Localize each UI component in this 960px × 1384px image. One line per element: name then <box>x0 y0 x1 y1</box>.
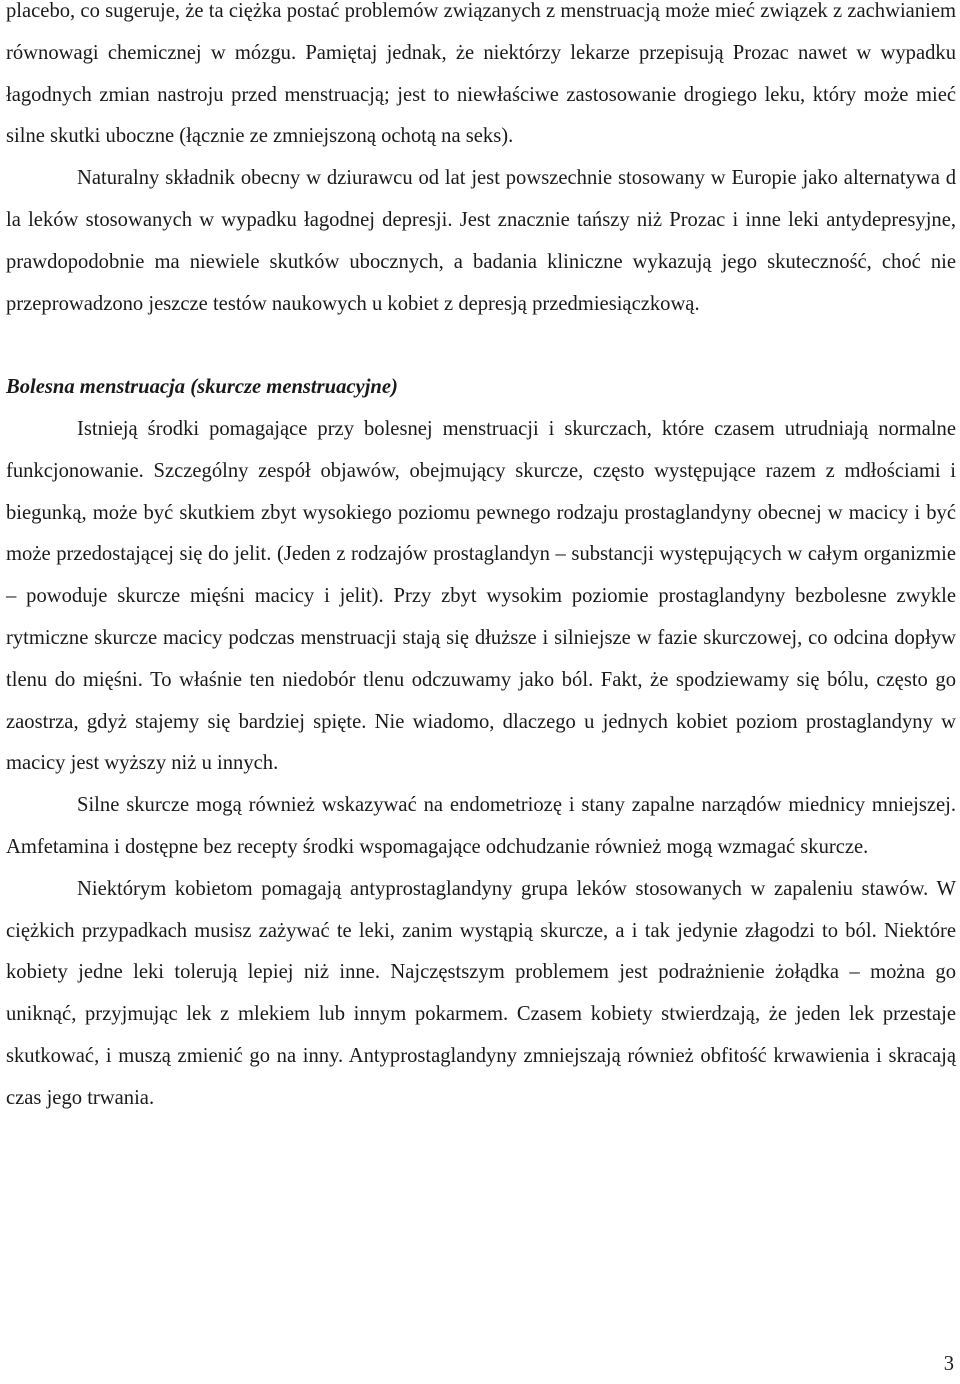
section-heading: Bolesna menstruacja (skurcze menstruacyjne) <box>6 376 398 399</box>
paragraph: Silne skurcze mogą również wskazywać na endometriozę i stany zapalne narządów miednicy mniejszej. Amfetamina i dostępne bez recepty środki wspomagające odchudzanie również mogą wzmagać skurcze. <box>6 794 956 858</box>
paragraph: Niektórym kobietom pomagają antyprostaglandyny grupa leków stosowanych w zapaleniu stawów. W ciężkich przypadkach musisz zażywać te leki, zanim wystąpią skurcze, a i tak jedynie złagodzi to ból. Niektóre kobiety jedne leki tolerują lepiej niż inne. Najczęstszym problemem jest podrażnienie żołądka – można go uniknąć, przyjmując lek z mlekiem lub innym pokarmem. Czasem kobiety stwierdzają, że jeden lek przestaje skutkować, i muszą zmienić go na inny. Antyprostaglandyny zmniejszają również obfitość krwawienia i skracają czas jego trwania. <box>6 877 956 1109</box>
document-page <box>6 0 956 1120</box>
page-number: 3 <box>943 1353 954 1375</box>
paragraph: Naturalny składnik obecny w dziurawcu od lat jest powszechnie stosowany w Europie jako alternatywa d la leków stosowanych w wypadku łagodnej depresji. Jest znacznie tańszy niż Prozac i inne leki antydepresyjne, prawdopodobnie ma niewiele skutków ubocznych, a badania kliniczne wykazują jego skuteczność, choć nie przeprowadzono jeszcze testów naukowych u kobiet z depresją przedmiesiączkową. <box>6 167 956 315</box>
paragraph: Istnieją środki pomagające przy bolesnej menstruacji i skurczach, które czasem utrudniają normalne funkcjonowanie. Szczególny zespół objawów, obejmujący skurcze, często występujące razem z mdłościami i biegunką, może być skutkiem zbyt wysokiego poziomu pewnego rodzaju prostaglandyny obecnej w macicy i być może przedostającej się do jelit. (Jeden z rodzajów prostaglandyn – substancji występujących w całym organizmie – powoduje skurcze mięśni macicy i jelit). Przy zbyt wysokim poziomie prostaglandyny bezbolesne zwykle rytmiczne skurcze macicy podczas menstruacji stają się dłuższe i silniejsze w fazie skurczowej, co odcina dopływ tlenu do mięśni. To właśnie ten niedobór tlenu odczuwamy jako ból. Fakt, że spodziewamy się bólu, często go zaostrza, gdyż stajemy się bardziej spięte. Nie wiadomo, dlaczego u jednych kobiet poziom prostaglandyny w macicy jest wyższy niż u innych. <box>6 417 956 775</box>
paragraph: placebo, co sugeruje, że ta ciężka postać problemów związanych z menstruacją może mieć związek z zachwianiem równowagi chemicznej w mózgu. Pamiętaj jednak, że niektórzy lekarze przepisują Prozac nawet w wypadku łagodnych zmian nastroju przed menstruacją; jest to niewłaściwe zastosowanie drogiego leku, który może mieć silne skutki uboczne (łącznie ze zmniejszoną ochotą na seks). <box>6 0 956 148</box>
